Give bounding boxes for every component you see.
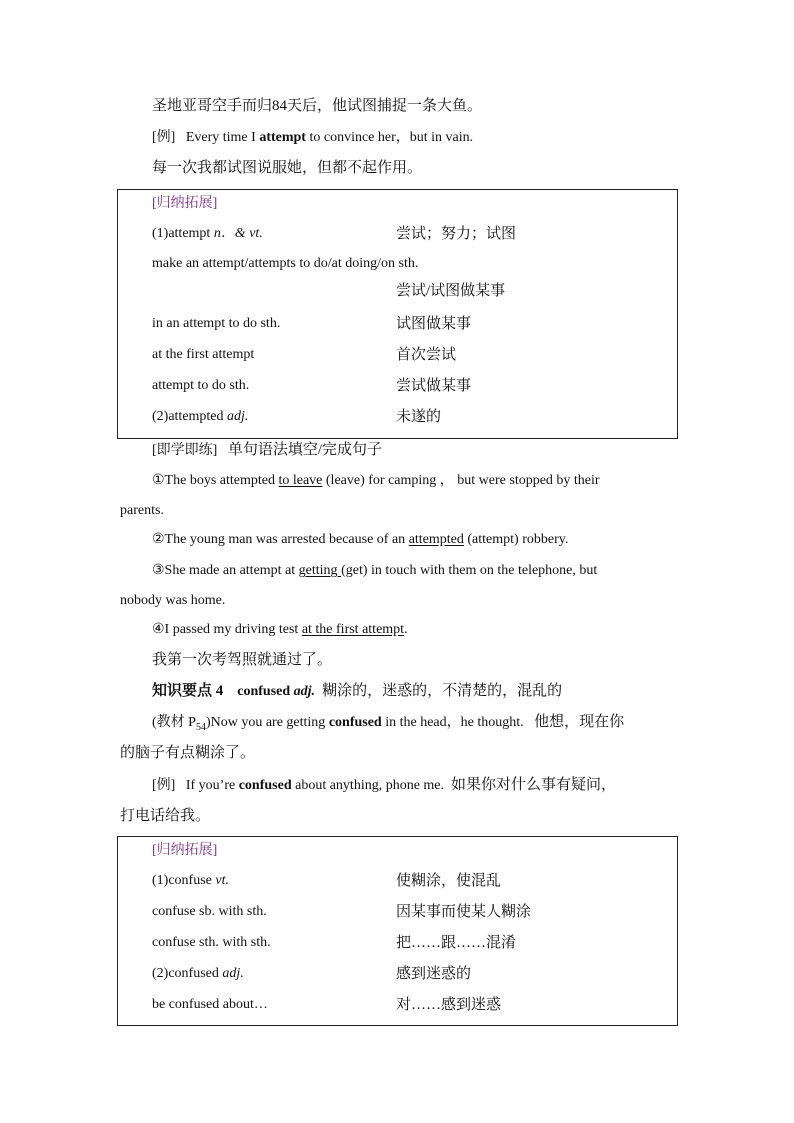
source-text: in the head，he thought. — [381, 715, 524, 730]
keyword-attempt: attempt — [259, 130, 306, 145]
example-text: about anything, phone me. — [291, 778, 445, 793]
practice-header — [152, 440, 382, 461]
box-row-en — [152, 964, 244, 984]
example-text-pre: Every time I — [185, 130, 256, 145]
box-row-cn: 感到迷惑的 — [396, 966, 472, 982]
box-row-en — [152, 224, 263, 244]
exercise-text: . — [404, 622, 408, 637]
source-page: 54 — [195, 721, 206, 733]
answer-1: to leave — [278, 473, 323, 488]
exercise-4 — [152, 620, 408, 640]
source-ref: (教材 P — [152, 715, 196, 730]
box-row-en: be confused about… — [152, 997, 268, 1012]
row-pos: adj. — [227, 409, 249, 424]
box-row-en: confuse sb. with sth. — [152, 904, 267, 919]
row-word: (2)confused — [152, 966, 223, 981]
example-line — [152, 128, 473, 148]
row-word: (1)attempt — [152, 226, 214, 241]
exercise-1-cont: parents. — [120, 503, 164, 518]
box-title: [归纳拓展] — [152, 196, 218, 211]
textbook-source — [152, 712, 624, 738]
box-row-cn: 尝试/试图做某事 — [396, 283, 506, 299]
row-pos: n．& vt. — [213, 226, 263, 241]
row-word: (1)confuse — [152, 873, 216, 888]
answer-2: attempted — [408, 532, 464, 547]
exercise-3 — [152, 561, 597, 581]
example-tag: [例] — [152, 130, 176, 145]
row-word: (2)attempted — [152, 409, 228, 424]
source-translation: 他想，现在你 — [534, 714, 625, 730]
example-text-post: to convince her，but in vain. — [309, 130, 474, 145]
knowledge-point-4 — [152, 681, 562, 702]
practice-tag: [即学即练] — [152, 443, 218, 458]
example-translation-cont: 打电话给我。 — [120, 808, 211, 824]
practice-instructions: 单句语法填空/完成句子 — [227, 442, 382, 458]
exercise-1 — [152, 471, 672, 491]
expansion-box-confuse — [117, 836, 678, 1026]
row-pos: vt. — [215, 873, 229, 888]
box-row-en: at the first attempt — [152, 347, 255, 362]
box-row-en: confuse sth. with sth. — [152, 935, 271, 950]
box-row-cn: 因某事而使某人糊涂 — [396, 904, 532, 920]
box-row-cn: 尝试；努力；试图 — [396, 226, 517, 242]
box-row-cn: 把……跟……混淆 — [396, 935, 517, 951]
example-translation: 如果你对什么事有疑问， — [451, 777, 617, 793]
box-row-cn: 未遂的 — [396, 409, 442, 425]
point-word: confused — [237, 684, 291, 699]
exercise-text: (attempt) robbery. — [463, 532, 569, 547]
exercise-text: ①The boys attempted — [152, 473, 279, 488]
box-row-cn: 使糊涂，使混乱 — [396, 873, 502, 889]
exercise-3-cont: nobody was home. — [120, 593, 226, 608]
exercise-text: (get) in touch with them on the telephone, but — [341, 563, 598, 578]
row-pos: adj. — [222, 966, 244, 981]
example-translation: 每一次我都试图说服她，但都不起作用。 — [152, 160, 423, 176]
box-row-en: attempt to do sth. — [152, 378, 250, 393]
intro-line: 圣地亚哥空手而归84天后，他试图捕捉一条大鱼。 — [152, 98, 483, 114]
box-row-en: make an attempt/attempts to do/at doing/on sth. — [152, 256, 419, 271]
point-pos: adj. — [293, 684, 316, 699]
exercise-text: ④I passed my driving test — [152, 622, 302, 637]
exercise-text: ③She made an attempt at — [152, 563, 299, 578]
keyword-confused: confused — [238, 778, 292, 793]
exercise-4-translation: 我第一次考驾照就通过了。 — [152, 652, 333, 668]
box-row-en — [152, 871, 229, 891]
box-row-cn: 试图做某事 — [396, 316, 472, 332]
point-label: 知识要点 4 — [152, 683, 224, 699]
box-row-cn: 尝试做某事 — [396, 378, 472, 394]
box-row-cn: 对……感到迷惑 — [396, 997, 502, 1013]
box-row-cn: 首次尝试 — [396, 347, 457, 363]
answer-4: at the first attempt — [301, 622, 405, 637]
keyword-confused: confused — [328, 715, 382, 730]
source-translation-cont: 的脑子有点糊涂了。 — [120, 745, 256, 761]
exercise-text: (leave) for camping ， but were stopped by their — [322, 473, 600, 488]
box-row-en — [152, 407, 248, 427]
expansion-box-attempt — [117, 189, 678, 439]
answer-3: getting — [298, 563, 342, 578]
point-meaning: 糊涂的，迷惑的，不清楚的，混乱的 — [322, 683, 563, 699]
example-confused — [152, 775, 616, 796]
exercise-text: ②The young man was arrested because of an — [152, 532, 409, 547]
box-title: [归纳拓展] — [152, 843, 218, 858]
exercise-2 — [152, 530, 568, 550]
box-row-en: in an attempt to do sth. — [152, 316, 281, 331]
example-text: If you’re — [185, 778, 239, 793]
source-text: )Now you are getting — [205, 715, 329, 730]
example-tag: [例] — [152, 778, 176, 793]
